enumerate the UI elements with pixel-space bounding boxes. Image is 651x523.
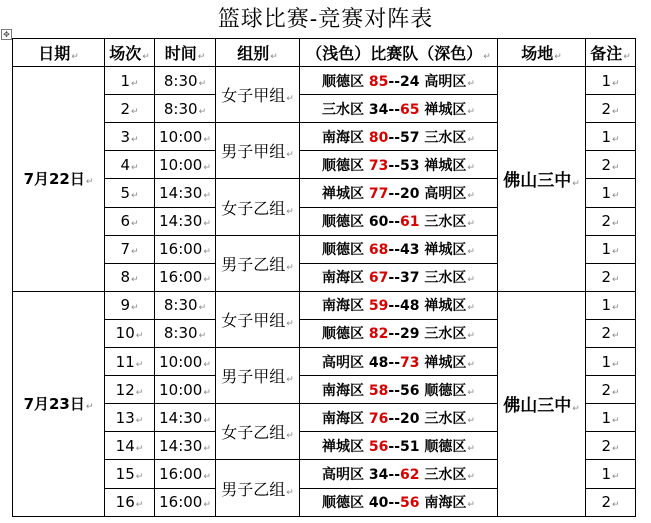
score-separator: -- xyxy=(388,382,401,399)
matchup-cell: 高明区 48--73 禅城区↵ xyxy=(300,348,498,376)
score-a: 73 xyxy=(368,157,389,174)
team-a: 高明区 xyxy=(322,466,365,483)
time-cell: 14:30↵ xyxy=(155,432,216,460)
score-separator: -- xyxy=(388,495,401,512)
team-a: 顺德区 xyxy=(322,326,365,343)
round-cell: 14↵ xyxy=(105,432,155,460)
time-cell: 10:00↵ xyxy=(155,123,216,151)
score-b: 73 xyxy=(400,354,420,371)
team-a: 南海区 xyxy=(322,270,365,287)
table-row xyxy=(13,291,636,319)
round-cell: 15↵ xyxy=(105,460,155,488)
team-a: 禅城区 xyxy=(322,186,365,203)
team-a: 南海区 xyxy=(322,410,365,427)
note-cell: 1↵ xyxy=(586,123,636,151)
score-a: 60 xyxy=(368,214,389,231)
group-cell: 女子乙组↵ xyxy=(216,179,300,235)
header-date: 日期↵ xyxy=(13,39,105,67)
round-cell: 7↵ xyxy=(105,235,155,263)
score-a: 59 xyxy=(368,298,389,315)
time-cell: 8:30↵ xyxy=(155,291,216,319)
note-cell: 1↵ xyxy=(586,179,636,207)
round-cell: 16↵ xyxy=(105,488,155,516)
score-a: 77 xyxy=(368,186,389,203)
score-separator: -- xyxy=(388,101,401,118)
time-cell: 8:30↵ xyxy=(155,319,216,347)
group-cell: 女子乙组↵ xyxy=(216,404,300,460)
date-cell: 7月23日↵ xyxy=(13,291,105,516)
round-cell: 6↵ xyxy=(105,207,155,235)
score-b: 65 xyxy=(400,101,420,118)
matchup-cell: 顺德区 40--56 南海区↵ xyxy=(300,488,498,516)
team-a: 南海区 xyxy=(322,129,365,146)
score-b: 20 xyxy=(400,186,420,203)
matchup-cell: 禅城区 77--20 高明区↵ xyxy=(300,179,498,207)
move-handle-icon[interactable]: ✥ xyxy=(1,29,12,40)
group-cell: 男子甲组↵ xyxy=(216,123,300,179)
team-a: 顺德区 xyxy=(322,73,365,90)
score-a: 56 xyxy=(368,438,389,455)
matchup-cell: 南海区 59--48 禅城区↵ xyxy=(300,291,498,319)
time-cell: 8:30↵ xyxy=(155,67,216,95)
team-b: 禅城区 xyxy=(424,242,467,259)
team-a: 顺德区 xyxy=(322,157,365,174)
round-cell: 11↵ xyxy=(105,348,155,376)
round-cell: 9↵ xyxy=(105,291,155,319)
matchup-cell: 南海区 58--56 顺德区↵ xyxy=(300,376,498,404)
team-a: 顺德区 xyxy=(322,495,365,512)
schedule-body xyxy=(13,67,636,517)
team-a: 高明区 xyxy=(322,354,365,371)
round-cell: 8↵ xyxy=(105,263,155,291)
note-cell: 2↵ xyxy=(586,376,636,404)
score-b: 62 xyxy=(400,466,420,483)
matchup-cell: 高明区 34--62 三水区↵ xyxy=(300,460,498,488)
score-a: 85 xyxy=(368,73,389,90)
matchup-cell: 禅城区 56--51 顺德区↵ xyxy=(300,432,498,460)
team-b: 三水区 xyxy=(424,129,467,146)
round-cell: 2↵ xyxy=(105,95,155,123)
score-separator: -- xyxy=(388,157,401,174)
score-separator: -- xyxy=(388,270,401,287)
round-cell: 5↵ xyxy=(105,179,155,207)
time-cell: 16:00↵ xyxy=(155,488,216,516)
score-b: 57 xyxy=(400,129,420,146)
note-cell: 1↵ xyxy=(586,291,636,319)
team-b: 高明区 xyxy=(424,186,467,203)
time-cell: 16:00↵ xyxy=(155,263,216,291)
score-b: 48 xyxy=(400,298,420,315)
matchup-cell: 顺德区 82--29 三水区↵ xyxy=(300,319,498,347)
time-cell: 10:00↵ xyxy=(155,151,216,179)
score-b: 53 xyxy=(400,157,420,174)
team-a: 禅城区 xyxy=(322,438,365,455)
team-b: 禅城区 xyxy=(424,157,467,174)
score-b: 51 xyxy=(400,438,420,455)
score-a: 80 xyxy=(368,129,389,146)
note-cell: 2↵ xyxy=(586,95,636,123)
group-cell: 男子乙组↵ xyxy=(216,235,300,291)
team-b: 三水区 xyxy=(424,214,467,231)
matchup-cell: 顺德区 68--43 禅城区↵ xyxy=(300,235,498,263)
team-a: 顺德区 xyxy=(322,242,365,259)
header-note: 备注↵ xyxy=(586,39,636,67)
round-cell: 12↵ xyxy=(105,376,155,404)
score-b: 24 xyxy=(400,73,420,90)
time-cell: 10:00↵ xyxy=(155,348,216,376)
time-cell: 16:00↵ xyxy=(155,460,216,488)
score-separator: -- xyxy=(388,410,401,427)
time-cell: 8:30↵ xyxy=(155,95,216,123)
round-cell: 10↵ xyxy=(105,319,155,347)
note-cell: 2↵ xyxy=(586,151,636,179)
team-b: 三水区 xyxy=(424,410,467,427)
time-cell: 14:30↵ xyxy=(155,179,216,207)
document-title: 篮球比赛-竞赛对阵表 xyxy=(217,7,434,32)
note-cell: 1↵ xyxy=(586,235,636,263)
schedule-table xyxy=(12,38,636,517)
matchup-cell: 顺德区 85--24 高明区↵ xyxy=(300,67,498,95)
score-separator: -- xyxy=(388,354,401,371)
score-b: 61 xyxy=(400,214,420,231)
venue-cell: 佛山三中↵ xyxy=(498,291,586,516)
note-cell: 1↵ xyxy=(586,348,636,376)
score-a: 40 xyxy=(368,495,389,512)
matchup-cell: 南海区 80--57 三水区↵ xyxy=(300,123,498,151)
score-b: 43 xyxy=(400,242,420,259)
team-a: 南海区 xyxy=(322,298,365,315)
note-cell: 1↵ xyxy=(586,460,636,488)
round-cell: 1↵ xyxy=(105,67,155,95)
score-a: 58 xyxy=(368,382,389,399)
score-b: 37 xyxy=(400,270,420,287)
matchup-cell: 三水区 34--65 禅城区↵ xyxy=(300,95,498,123)
round-cell: 4↵ xyxy=(105,151,155,179)
team-b: 顺德区 xyxy=(424,438,467,455)
time-cell: 10:00↵ xyxy=(155,376,216,404)
team-b: 三水区 xyxy=(424,466,467,483)
score-separator: -- xyxy=(388,438,401,455)
header-venue: 场地↵ xyxy=(498,39,586,67)
header-match: （浅色）比赛队（深色）↵ xyxy=(300,39,498,67)
score-a: 82 xyxy=(368,326,389,343)
venue-cell: 佛山三中↵ xyxy=(498,67,586,292)
score-a: 67 xyxy=(368,270,389,287)
team-b: 三水区 xyxy=(424,326,467,343)
score-a: 68 xyxy=(368,242,389,259)
score-separator: -- xyxy=(388,298,401,315)
date-cell: 7月22日↵ xyxy=(13,67,105,292)
score-a: 34 xyxy=(368,466,389,483)
score-separator: -- xyxy=(388,326,401,343)
score-b: 20 xyxy=(400,410,420,427)
note-cell: 2↵ xyxy=(586,432,636,460)
team-a: 顺德区 xyxy=(322,214,365,231)
score-a: 34 xyxy=(368,101,389,118)
note-cell: 1↵ xyxy=(586,404,636,432)
header-round: 场次↵ xyxy=(105,39,155,67)
team-b: 顺德区 xyxy=(424,382,467,399)
team-b: 禅城区 xyxy=(424,354,467,371)
team-b: 高明区 xyxy=(424,73,467,90)
table-row xyxy=(13,67,636,95)
round-cell: 13↵ xyxy=(105,404,155,432)
header-row xyxy=(13,39,636,67)
group-cell: 男子甲组↵ xyxy=(216,348,300,404)
matchup-cell: 南海区 76--20 三水区↵ xyxy=(300,404,498,432)
matchup-cell: 南海区 67--37 三水区↵ xyxy=(300,263,498,291)
group-cell: 女子甲组↵ xyxy=(216,291,300,347)
note-cell: 2↵ xyxy=(586,319,636,347)
score-separator: -- xyxy=(388,129,401,146)
header-time: 时间↵ xyxy=(155,39,216,67)
score-b: 29 xyxy=(400,326,420,343)
score-separator: -- xyxy=(388,466,401,483)
score-b: 56 xyxy=(400,382,420,399)
team-a: 南海区 xyxy=(322,382,365,399)
score-a: 48 xyxy=(368,354,389,371)
score-b: 56 xyxy=(400,495,420,512)
score-separator: -- xyxy=(388,186,401,203)
note-cell: 2↵ xyxy=(586,488,636,516)
score-separator: -- xyxy=(388,214,401,231)
group-cell: 女子甲组↵ xyxy=(216,67,300,123)
header-group: 组别↵ xyxy=(216,39,300,67)
round-cell: 3↵ xyxy=(105,123,155,151)
score-separator: -- xyxy=(388,242,401,259)
team-a: 三水区 xyxy=(322,101,365,118)
team-b: 禅城区 xyxy=(424,101,467,118)
note-cell: 2↵ xyxy=(586,263,636,291)
score-separator: -- xyxy=(388,73,401,90)
team-b: 南海区 xyxy=(424,495,467,512)
group-cell: 男子乙组↵ xyxy=(216,460,300,516)
note-cell: 1↵ xyxy=(586,67,636,95)
matchup-cell: 顺德区 60--61 三水区↵ xyxy=(300,207,498,235)
score-a: 76 xyxy=(368,410,389,427)
time-cell: 14:30↵ xyxy=(155,207,216,235)
matchup-cell: 顺德区 73--53 禅城区↵ xyxy=(300,151,498,179)
time-cell: 16:00↵ xyxy=(155,235,216,263)
team-b: 禅城区 xyxy=(424,298,467,315)
note-cell: 2↵ xyxy=(586,207,636,235)
time-cell: 14:30↵ xyxy=(155,404,216,432)
team-b: 三水区 xyxy=(424,270,467,287)
